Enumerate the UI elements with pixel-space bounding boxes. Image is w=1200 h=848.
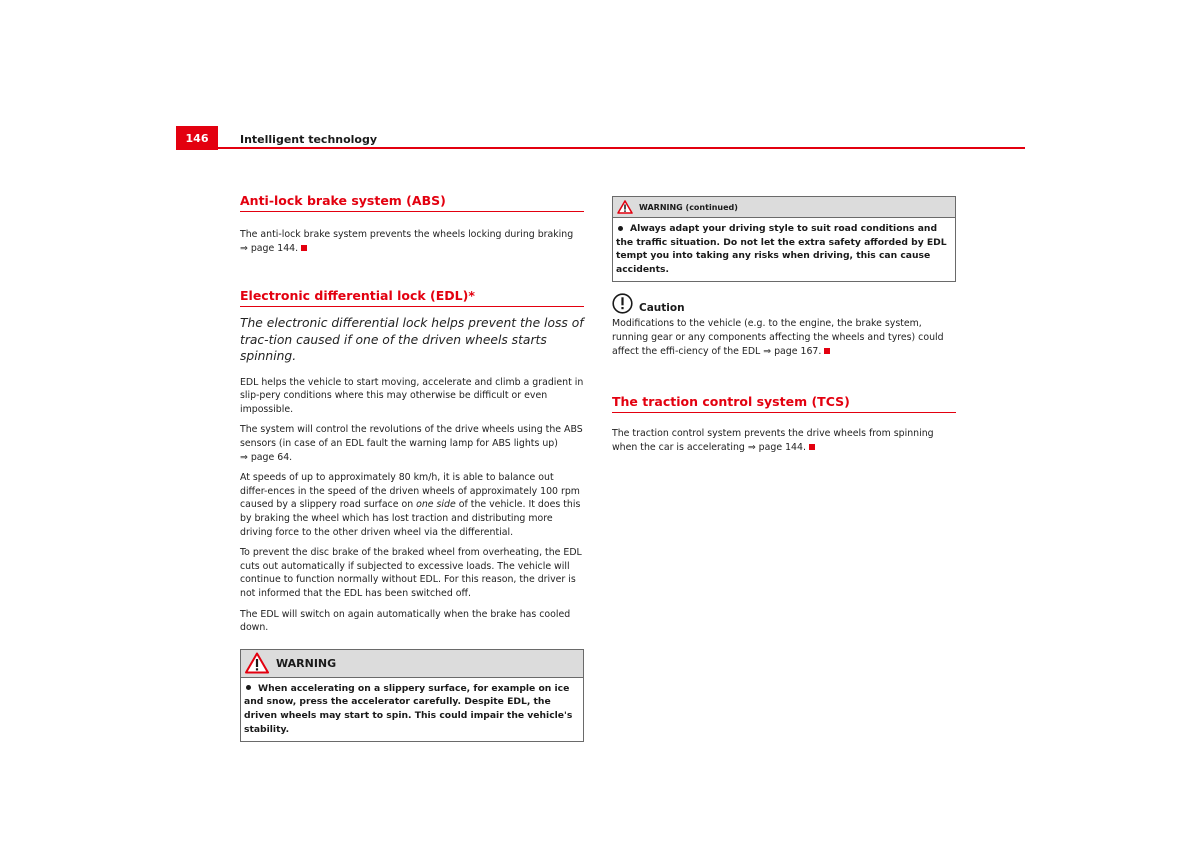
edl-page-ref-64[interactable]: page 64. [250, 451, 293, 463]
bullet-icon [618, 226, 623, 231]
left-column [240, 193, 584, 742]
header-rule [218, 147, 1025, 149]
warning-box-header [241, 650, 583, 678]
right-column [612, 196, 956, 454]
warning-box [240, 649, 584, 742]
tcs-text: The traction control system prevents the drive wheels from spinning when the car is accelerating ⇒ page 144. [612, 428, 934, 453]
warning-label: WARNING [276, 656, 337, 670]
emphasis-one-side: one side [416, 499, 456, 511]
end-of-section-icon [824, 348, 830, 354]
caution-header [612, 293, 956, 314]
arrow-icon: ⇒ [240, 451, 248, 463]
caution-exclamation-icon [612, 293, 633, 314]
warning-continued-body: Always adapt your driving style to suit road conditions and the traffic situation. Do not let the extra safety afforded by EDL tempt you into taking any risks when driving, this can cause accidents. [616, 223, 947, 275]
edl-heading: Electronic differential lock (EDL)* [240, 288, 584, 307]
tcs-page-ref[interactable]: page 144. [758, 441, 806, 453]
abs-page-ref[interactable]: page 144. [250, 242, 299, 254]
arrow-icon: ⇒ [747, 441, 756, 453]
bullet-icon [246, 685, 251, 690]
warning-continued-box [612, 196, 956, 282]
warning-continued-header [613, 197, 955, 218]
abs-text: The anti-lock brake system prevents the wheels locking during braking ⇒ page 144. [240, 229, 574, 254]
arrow-icon: ⇒ [240, 242, 248, 254]
caution-text: Modifications to the vehicle (e.g. to the engine, the brake system, running gear or any components affecting the wheels and tyres) could affect the effi-ciency of the EDL ⇒ page 167. [612, 318, 944, 357]
warning-triangle-icon [617, 200, 633, 214]
caution-page-ref[interactable]: page 167. [774, 345, 822, 357]
edl-lead: The electronic differential lock helps prevent the loss of trac-tion caused if one of the driven wheels starts spinning. [240, 316, 584, 364]
page-header-title: Intelligent technology [240, 133, 378, 146]
edl-paragraph-5: The EDL will switch on again automatically when the brake has cooled down. [240, 608, 571, 634]
edl-paragraph-1: EDL helps the vehicle to start moving, accelerate and climb a gradient in slip-pery conditions where this may otherwise be difficult or even impossible. [240, 376, 584, 415]
end-of-section-icon [301, 245, 307, 251]
edl-paragraph-4: To prevent the disc brake of the braked wheel from overheating, the EDL cuts out automatically if subjected to excessive loads. The vehicle will continue to function normally without EDL. For this reason, the driver is not informed that the EDL has been switched off. [240, 547, 582, 599]
warning-continued-label: WARNING (continued) [639, 202, 738, 212]
tcs-heading: The traction control system (TCS) [612, 394, 956, 413]
caution-label: Caution [639, 302, 685, 315]
end-of-section-icon [809, 444, 815, 450]
warning-triangle-icon [245, 652, 269, 674]
arrow-icon: ⇒ [763, 345, 772, 357]
edl-paragraph-2: The system will control the revolutions of the drive wheels using the ABS sensors (in case of an EDL fault the warning lamp for ABS lights up) ⇒ page 64. [240, 424, 583, 463]
abs-heading: Anti-lock brake system (ABS) [240, 193, 584, 212]
edl-paragraph-3: At speeds of up to approximately 80 km/h, it is able to balance out differ-ences in the speed of the driven wheels of approximately 100 rpm caused by a slippery road surface on one side of the vehicle. It does this by braking the wheel which has lost traction and distributing more driving force to the other driven wheel via the differential. [240, 472, 581, 538]
page-number: 146 [176, 126, 218, 150]
warning-body: When accelerating on a slippery surface, for example on ice and snow, press the accelerator carefully. Despite EDL, the driven wheels may start to spin. This could impair the vehicle's stability. [244, 682, 573, 735]
